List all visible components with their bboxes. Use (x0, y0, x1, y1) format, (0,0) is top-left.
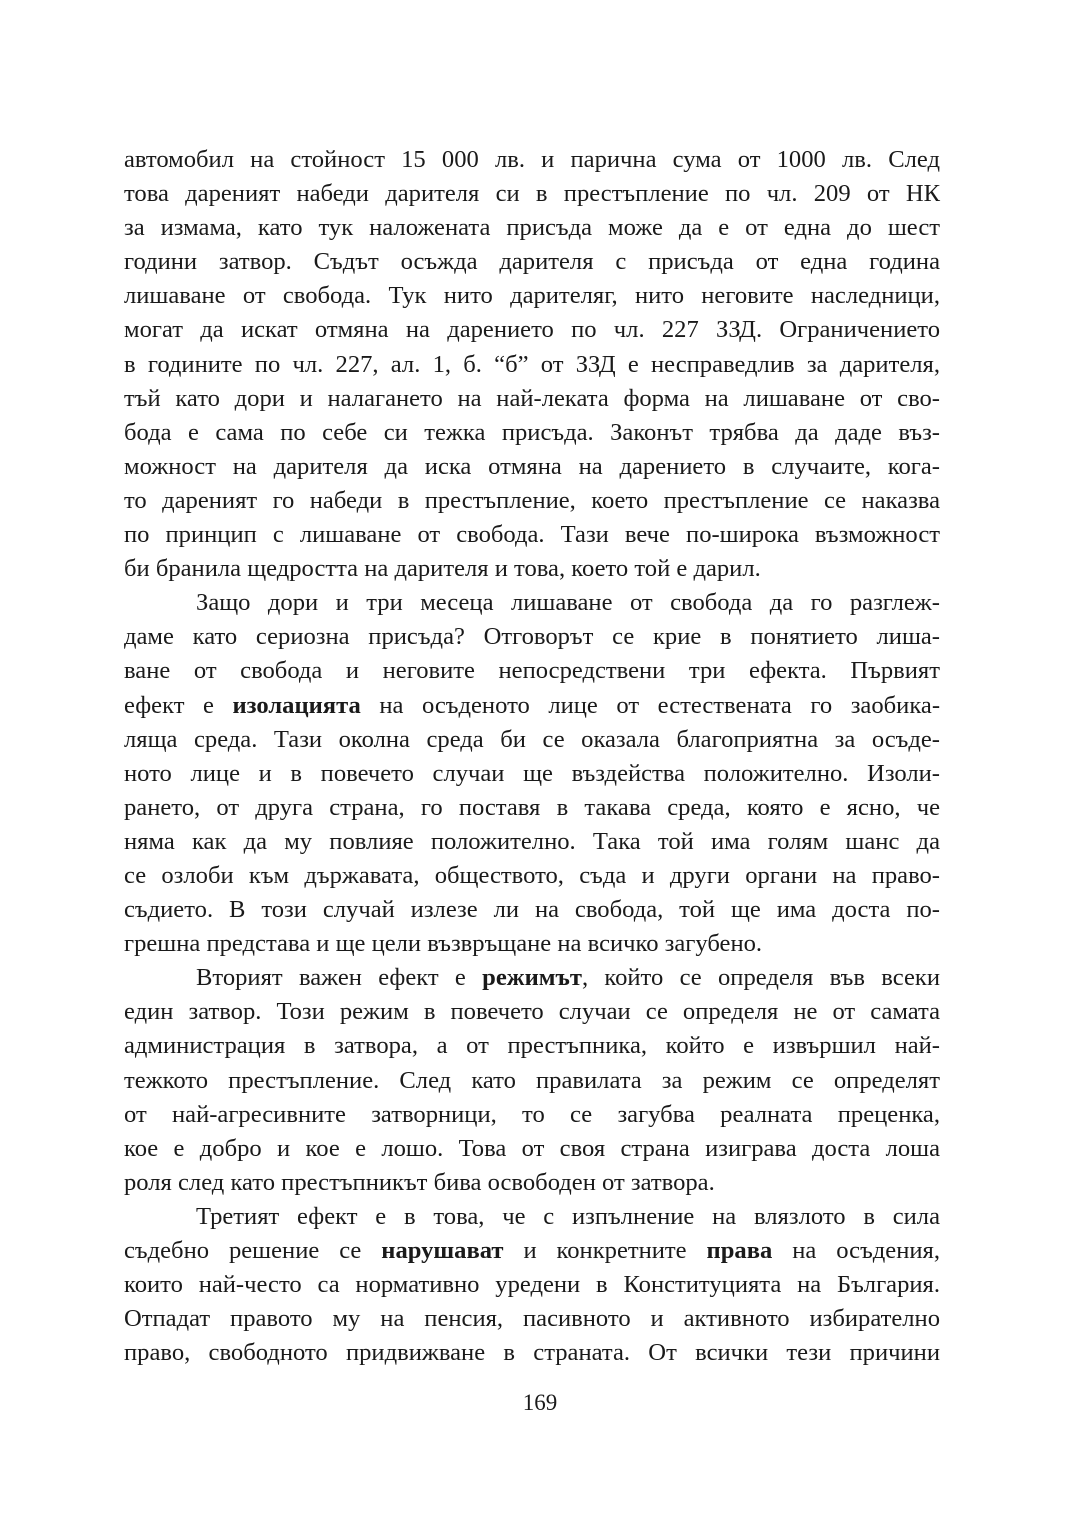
text-line: от най-агресивните затворници, то се загубва реалната преценка, (124, 1100, 940, 1128)
text-run: съдебно решение се (124, 1237, 382, 1264)
page-number: 169 (522, 1390, 558, 1415)
text-line: Третият ефект е в това, че с изпълнение на влязлото в сила (196, 1202, 940, 1230)
text-line: един затвор. Този режим в повечето случаи се определя не от самата (124, 998, 940, 1026)
text-line: лишаване от свобода. Тук нито дарителяг, нито неговите наследници, (124, 282, 940, 310)
text-line: рането, от друга страна, го поставя в такава среда, която е ясно, че (124, 793, 940, 821)
bold-term: изолацията (232, 691, 361, 719)
text-line: можност на дарителя да иска отмяна на дарението в случаите, кога- (124, 452, 940, 480)
text-line: съдието. В този случай излезе ли на свобода, той ще има доста по- (124, 896, 940, 924)
text-line: автомобил на стойност 15 000 лв. и парична сума от 1000 лв. След (124, 146, 940, 173)
text-run: на осъденото лице от естествената го заобика- (360, 691, 941, 719)
text-line: за измама, като тук наложената присъда може да е от една до шест (124, 214, 940, 242)
text-run: и конкретните (503, 1237, 707, 1264)
text-line: тъй като дори и налагането на най-леката форма на лишаване от сво- (124, 384, 940, 412)
text-line: би бранила щедростта на дарителя и това, което той е дарил. (124, 555, 761, 583)
page-body (124, 143, 940, 1370)
text-line: които най-често са нормативно уредени в Конституцията на България. (124, 1271, 940, 1299)
text-line: години затвор. Съдът осъжда дарителя с присъда от една година (124, 248, 940, 276)
text-line: то дареният го набеди в престъпление, което престъпление се наказва (124, 486, 940, 514)
text-line: в годините по чл. 227, ал. 1, б. “б” от ЗЗД е несправедлив за дарителя, (124, 350, 940, 378)
text-line: няма как да му повлияе положително. Така той има голям шанс да (124, 827, 940, 855)
text-line: бода е сама по себе си тежка присъда. Законът трябва да даде въз- (124, 418, 940, 446)
text-line: могат да искат отмяна на дарението по чл. 227 ЗЗД. Ограничението (124, 316, 940, 344)
text-run: ефект е (124, 691, 233, 719)
text-line: грешна представа и ще цели възвръщане на всичко загубено. (124, 930, 763, 958)
text-line: даме като сериозна присъда? Отговорът се крие в понятието лиша- (124, 623, 940, 651)
text-line: ното лице и в повечето случаи ще въздейства положително. Изоли- (124, 759, 940, 787)
text-run: , който се определя във всеки (581, 964, 940, 992)
text-line: право, свободното придвижване в страната. От всички тези причини (124, 1339, 940, 1367)
bold-term: нарушават (381, 1237, 504, 1264)
text-line: ване от свобода и неговите непосредствени три ефекта. Първият (124, 657, 940, 685)
bold-term: права (706, 1237, 773, 1264)
text-line: се озлоби към държавата, обществото, съда и други органи на право- (124, 861, 940, 889)
text-line: кое е добро и кое е лошо. Това от своя страна изиграва доста лоша (124, 1134, 940, 1162)
text-line: Защо дори и три месеца лишаване от свобода да го разглеж- (196, 589, 940, 617)
bold-term: режимът (482, 964, 582, 992)
text-run: на осъдения, (772, 1237, 940, 1264)
text-line: Отпадат правото му на пенсия, пасивното и активното избирателно (124, 1305, 940, 1333)
text-line (124, 961, 940, 995)
text-line (124, 689, 940, 723)
text-line: тежкото престъпление. След като правилата за режим се определят (124, 1066, 940, 1094)
text-run: Вторият важен ефект е (196, 964, 483, 992)
text-line: това дареният набеди дарителя си в престъпление по чл. 209 от НК (124, 180, 940, 208)
text-line (124, 1234, 940, 1268)
text-line: роля след като престъпникът бива освободен от затвора. (124, 1168, 715, 1196)
text-line: администрация в затвора, а от престъпника, който е извършил най- (124, 1032, 940, 1060)
text-line: ляща среда. Тази околна среда би се оказала благоприятна за осъде- (124, 725, 940, 753)
text-line: по принцип с лишаване от свобода. Тази вече по-широка възможност (124, 521, 940, 549)
